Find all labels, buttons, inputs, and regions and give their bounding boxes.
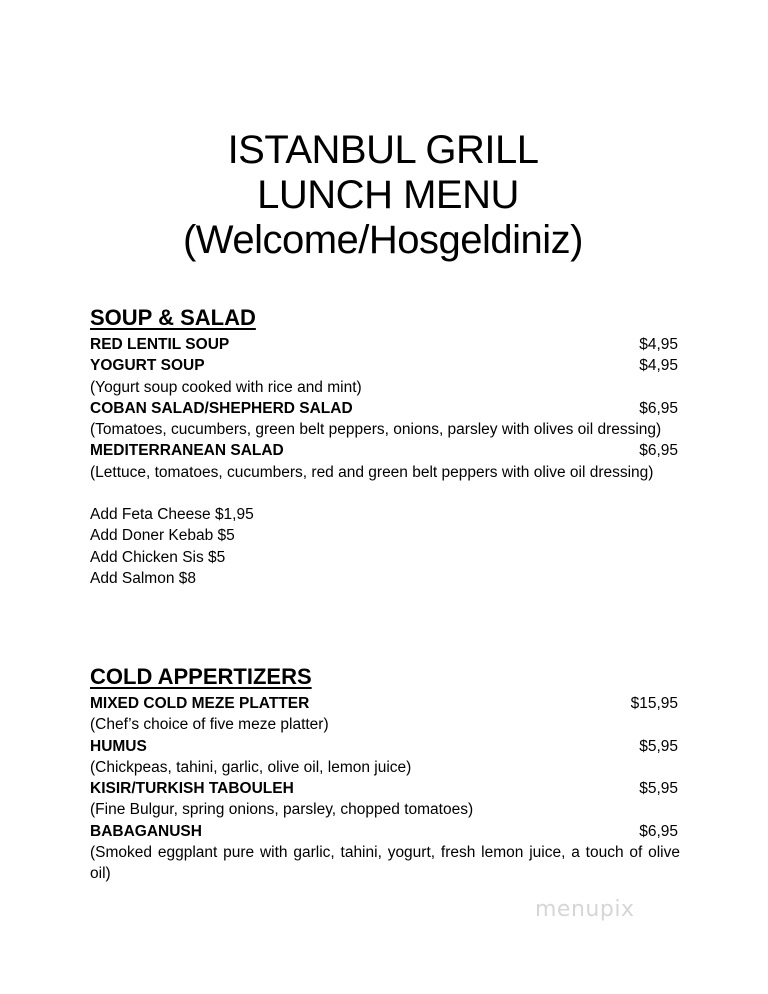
item-name: MEDITERRANEAN SALAD [90, 442, 284, 460]
addon-item: Add Chicken Sis $5 [90, 548, 226, 566]
item-description: (Yogurt soup cooked with rice and mint) [90, 378, 362, 396]
addon-item: Add Doner Kebab $5 [90, 527, 235, 545]
menu-title [0, 128, 768, 263]
addon-item: Add Salmon $8 [90, 569, 196, 587]
item-price: $15,95 [630, 695, 678, 712]
addon-item: Add Feta Cheese $1,95 [90, 506, 254, 524]
item-name: RED LENTIL SOUP [90, 336, 230, 353]
item-name: BABAGANUSH [90, 822, 202, 840]
item-description: (Tomatoes, cucumbers, green belt peppers, onions, parsley with olives oil dressing) [90, 421, 662, 439]
item-name: KISIR/TURKISH TABOULEH [90, 780, 294, 798]
item-price: $6,95 [639, 822, 678, 840]
cold-appetizers-section [90, 664, 680, 885]
menu-item [90, 778, 680, 799]
item-description: (Fine Bulgur, spring onions, parsley, chopped tomatoes) [90, 801, 474, 819]
item-name: MIXED COLD MEZE PLATTER [90, 695, 310, 712]
section-heading: COLD APPERTIZERS [90, 664, 312, 689]
item-price: $6,95 [639, 442, 678, 460]
menu-type-title: LUNCH MENU [257, 173, 519, 217]
soup-salad-section [90, 305, 680, 589]
section-heading: SOUP & SALAD [90, 305, 256, 330]
item-price: $4,95 [639, 336, 678, 353]
menu-item [90, 821, 680, 842]
menupix-watermark: menupix [535, 897, 635, 922]
welcome-subtitle: (Welcome/Hosgeldiniz) [182, 218, 583, 262]
item-description: (Chef’s choice of five meze platter) [90, 716, 329, 734]
menu-item [90, 736, 680, 757]
item-description: (Smoked eggplant pure with garlic, tahini, yogurt, fresh lemon juice, a touch of olive oil) [90, 844, 680, 883]
item-price: $5,95 [639, 780, 678, 798]
item-name: YOGURT SOUP [90, 357, 205, 375]
menu-item [90, 693, 680, 714]
item-price: $5,95 [639, 737, 678, 755]
item-name: COBAN SALAD/SHEPHERD SALAD [90, 399, 353, 417]
item-price: $4,95 [639, 357, 678, 375]
item-price: $6,95 [639, 399, 678, 417]
menu-item [90, 334, 680, 355]
item-name: HUMUS [90, 737, 147, 755]
menu-item [90, 440, 680, 461]
menu-item [90, 355, 680, 376]
item-description: (Lettuce, tomatoes, cucumbers, red and green belt peppers with olive oil dressing) [90, 463, 654, 481]
restaurant-name: ISTANBUL GRILL [227, 128, 539, 172]
menu-item [90, 398, 680, 419]
addon-list [90, 504, 680, 589]
item-description: (Chickpeas, tahini, garlic, olive oil, lemon juice) [90, 758, 412, 776]
